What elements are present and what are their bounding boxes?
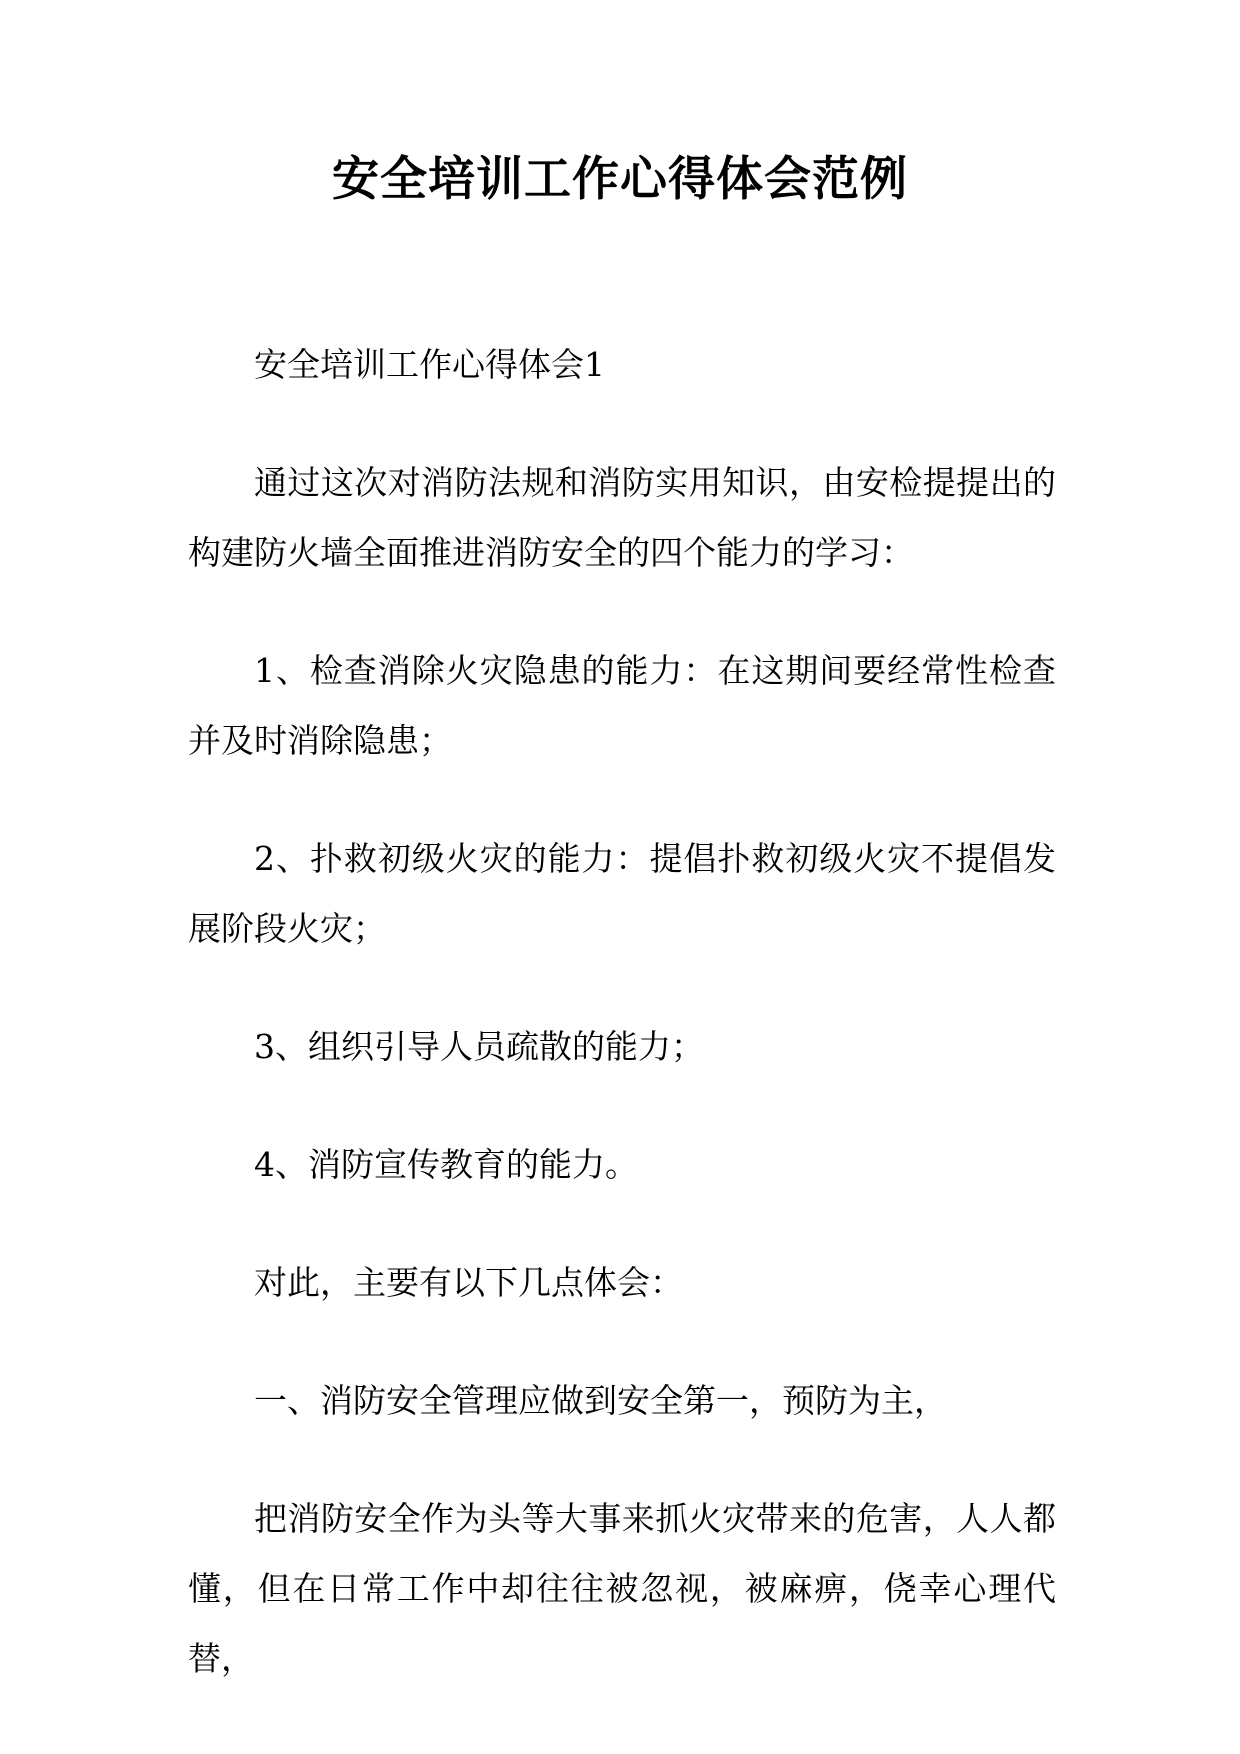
list-item: 1、检查消除火灾隐患的能力：在这期间要经常性检查并及时消除隐患； xyxy=(188,651,1056,760)
document-body xyxy=(188,330,1056,1742)
list-item: 3、组织引导人员疏散的能力； xyxy=(254,1027,704,1066)
paragraph: 通过这次对消防法规和消防实用知识，由安检提提出的构建防火墙全面推进消防安全的四个能力的学习： xyxy=(188,463,1056,572)
section-heading: 安全培训工作心得体会1 xyxy=(254,345,605,384)
document-title: 安全培训工作心得体会范例 xyxy=(332,152,908,207)
paragraph: 对此，主要有以下几点体会： xyxy=(254,1263,683,1302)
list-item: 2、扑救初级火灾的能力：提倡扑救初级火灾不提倡发展阶段火灾； xyxy=(188,839,1056,948)
subheading: 一、消防安全管理应做到安全第一，预防为主， xyxy=(254,1381,947,1420)
paragraph: 把消防安全作为头等大事来抓火灾带来的危害，人人都懂，但在日常工作中却往往被忽视，被麻痹，侥幸心理代替， xyxy=(188,1499,1056,1678)
list-item: 4、消防宣传教育的能力。 xyxy=(254,1145,638,1184)
